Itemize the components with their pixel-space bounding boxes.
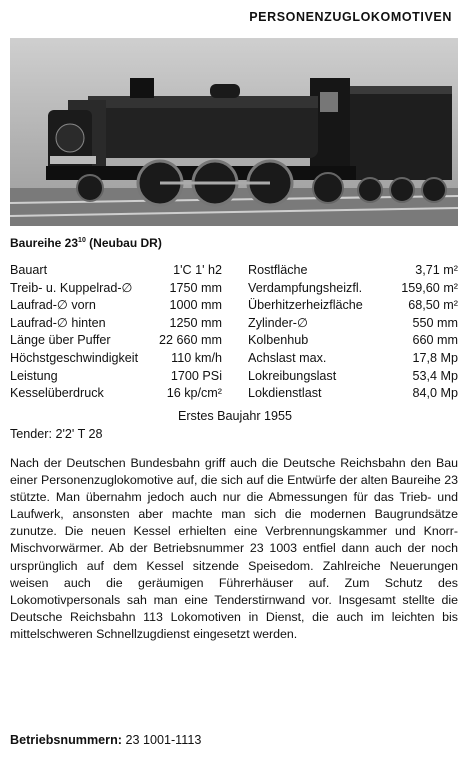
first-build-year: Erstes Baujahr 1955 [177,409,293,423]
spec-label: Laufrad-∅ vorn [10,298,96,313]
spec-value: 68,50 m² [408,298,458,313]
spec-row [248,280,458,298]
spec-value: 1000 mm [169,298,222,313]
spec-value: 53,4 Mp [412,368,458,383]
series-title [10,236,162,250]
spec-row [248,332,458,350]
operating-numbers [10,733,201,747]
operating-numbers-value: 23 1001-1113 [121,733,202,747]
spec-row [10,280,222,298]
spec-label: Leistung [10,368,58,383]
spec-label: Treib- u. Kuppelrad-∅ [10,280,133,295]
spec-label: Zylinder-∅ [248,315,308,330]
spec-value: 22 660 mm [159,333,222,348]
spec-value: 1250 mm [169,315,222,330]
spec-value: 110 km/h [171,350,222,365]
spec-label: Überhitzerheizfläche [248,298,363,313]
spec-row [10,297,222,315]
spec-label: Verdampfungsheizfl. [248,280,363,295]
description-text: Nach der Deutschen Bundesbahn griff auch die Deutsche Reichsbahn den Bau einer Personenzuglokomotive auf, die sich auf die Entwürfe der alten Baureihe 23 stützte. Man übernahm jedoch auch nur die Abmessungen für das Trieb- und Laufwerk, ansonsten aber machte man sich die modernen Baugrundsätze zunutze. Die neuen Kessel erhielten eine Verbrennungskammer und Knorr-Mischvorwärmer. Ab der Betriebsnummer 23 1003 entfiel dann auch der noch ursprünglich auf dem Kessel sitzende Speisedom. Zahlreiche Neuerungen weisen auch die geräumigen Führerhäuser auf. Zum Schutz des Lokomotivpersonals sah man eine Tenderstirnwand vor. Insgesamt stellte die Deutsche Reichsbahn 113 Lokomotiven in Dienst, die auch im leichten bis mittelschweren Schnellzugdienst eingesetzt werden. [10,456,458,641]
spec-value: 159,60 m² [401,280,458,295]
spec-row [248,385,458,403]
spec-row [10,315,222,333]
locomotive-photo [10,38,458,226]
spec-value: 84,0 Mp [412,386,458,401]
specs-left [10,262,222,403]
spec-row [248,368,458,386]
spec-row [248,262,458,280]
spec-value: 3,71 m² [415,263,458,277]
spec-label: Kesselüberdruck [10,386,104,401]
spec-row [10,368,222,386]
spec-label: Länge über Puffer [10,333,111,348]
spec-label: Höchstgeschwindigkeit [10,350,139,365]
tender-type: Tender: 2'2' T 28 [10,427,103,441]
spec-value: 16 kp/cm² [166,386,222,401]
specs-right [248,262,458,403]
spec-value: 550 mm [412,315,458,330]
spec-label: Kolbenhub [248,333,309,348]
series-title-main: Baureihe 23 [10,236,79,250]
spec-label: Bauart [10,263,48,277]
category-header: PERSONENZUGLOKOMOTIVEN [249,10,452,24]
spec-row [248,315,458,333]
spec-value: 1'C 1' h2 [173,263,222,277]
series-title-superscript: 10 [78,237,86,244]
spec-label: Laufrad-∅ hinten [10,315,106,330]
operating-numbers-label: Betriebsnummern: [10,733,122,747]
spec-label: Achslast max. [248,350,327,365]
spec-value: 17,8 Mp [412,350,458,365]
spec-label: Lokreibungslast [248,368,337,383]
spec-label: Lokdienstlast [248,386,322,401]
spec-value: 660 mm [412,333,458,348]
spec-value: 1750 mm [169,280,222,295]
spec-row [248,350,458,368]
spec-row [10,350,222,368]
series-title-suffix: (Neubau DR) [85,236,162,250]
spec-row [10,385,222,403]
spec-row [10,332,222,350]
spec-row [248,297,458,315]
spec-label: Rostfläche [248,263,308,277]
spec-value: 1700 PSi [170,368,222,383]
spec-row [10,262,222,280]
